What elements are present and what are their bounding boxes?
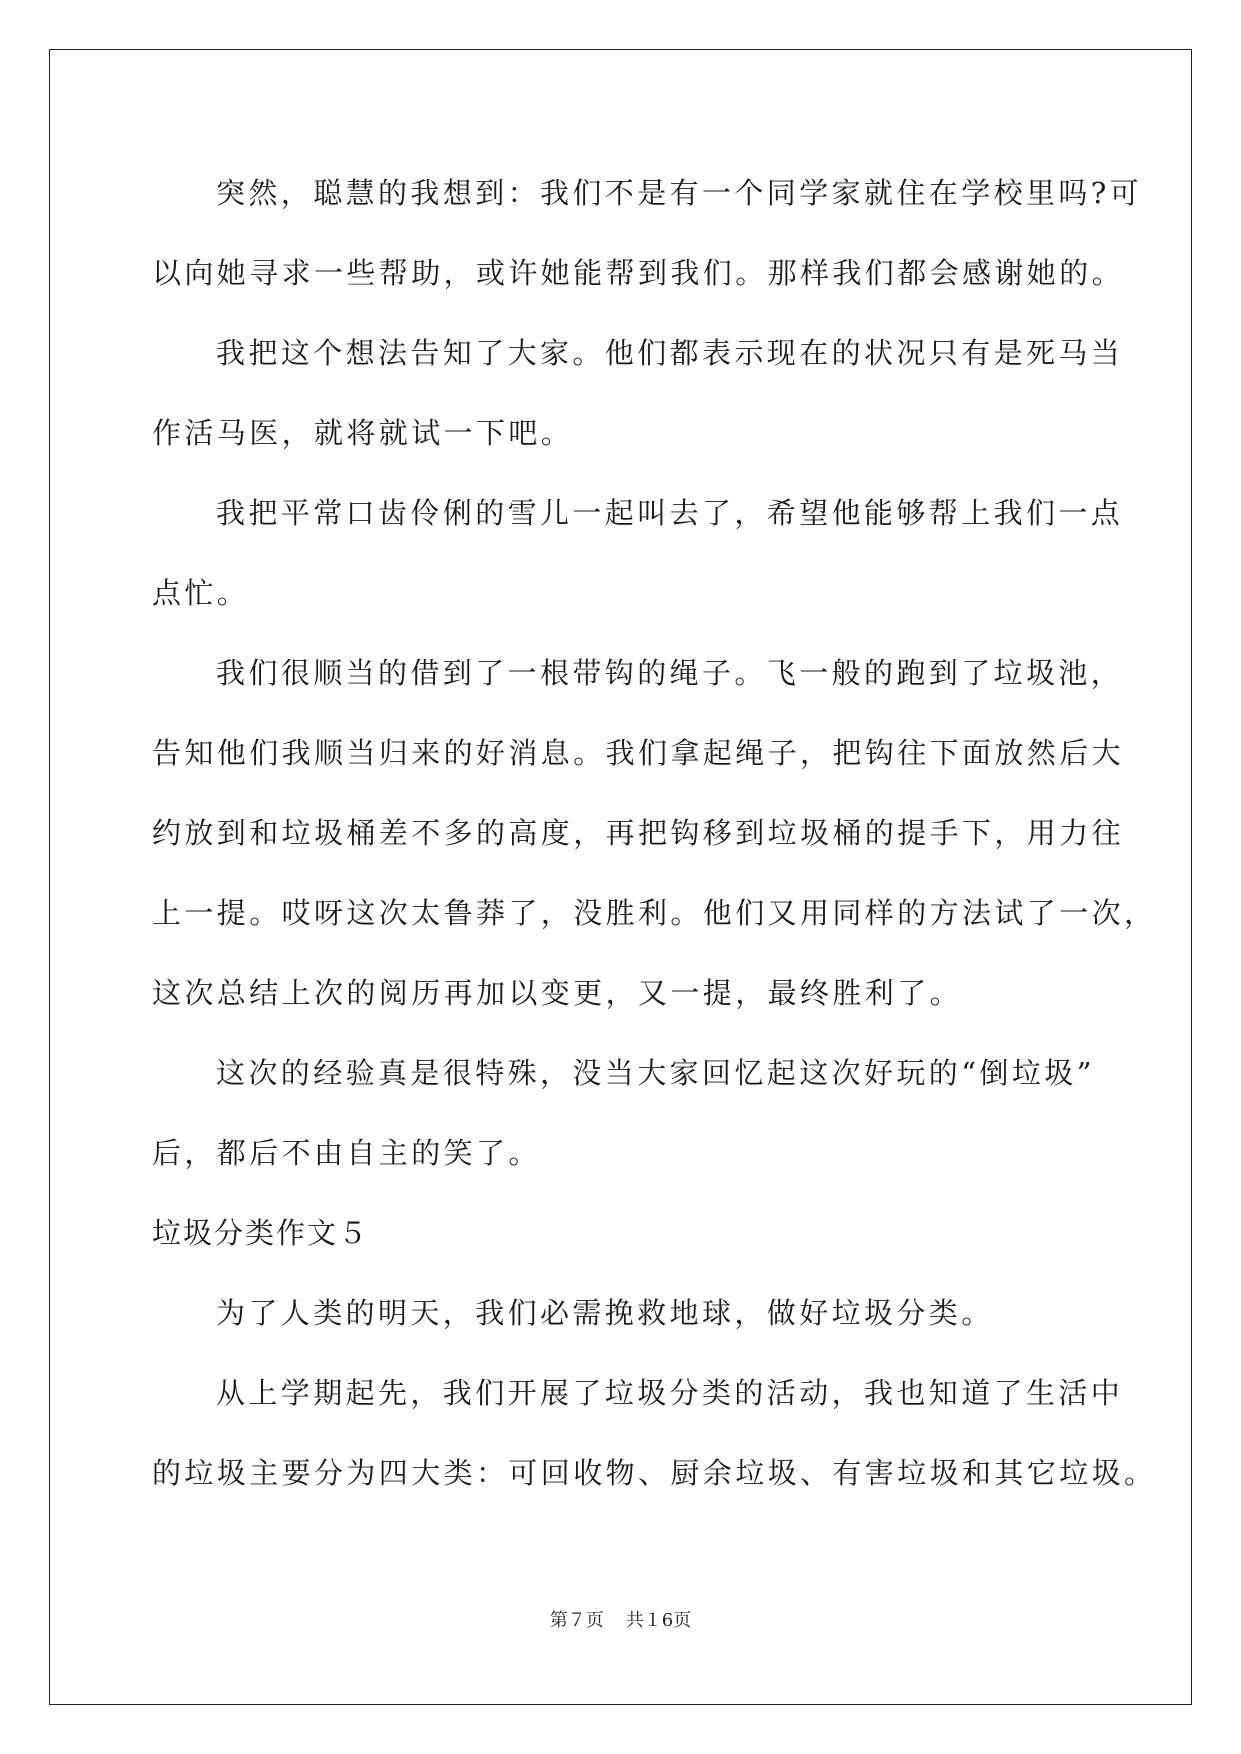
page-footer [0, 1606, 1241, 1632]
section-heading: 垃圾分类作文５ [152, 1216, 370, 1250]
paragraph-line: 作活马医，就将就试一下吧。 [152, 416, 574, 450]
paragraph-line: 点忙。 [152, 576, 250, 610]
paragraph-line: 上一提。哎呀这次太鲁莽了，没胜利。他们又用同样的方法试了一次， [152, 896, 1157, 930]
paragraph-line: 突然，聪慧的我想到：我们不是有一个同学家就住在学校里吗?可 [216, 176, 1143, 210]
paragraph-line: 后，都后不由自主的笑了。 [152, 1136, 541, 1170]
document-body [152, 163, 1157, 1523]
paragraph-line: 以向她寻求一些帮助，或许她能帮到我们。那样我们都会感谢她的。 [152, 256, 1125, 290]
paragraph-line: 约放到和垃圾桶差不多的高度，再把钩移到垃圾桶的提手下，用力往 [152, 816, 1125, 850]
paragraph-line: 的垃圾主要分为四大类：可回收物、厨余垃圾、有害垃圾和其它垃圾。 [152, 1456, 1157, 1490]
paragraph-line: 这次总结上次的阅历再加以变更，又一提，最终胜利了。 [152, 976, 963, 1010]
paragraph-line: 我把平常口齿伶俐的雪儿一起叫去了，希望他能够帮上我们一点 [216, 496, 1124, 530]
paragraph-line: 这次的经验真是很特殊，没当大家回忆起这次好玩的“倒垃圾” [216, 1056, 1095, 1090]
paragraph-line: 告知他们我顺当归来的好消息。我们拿起绳子，把钩往下面放然后大 [152, 736, 1125, 770]
paragraph-line: 我们很顺当的借到了一根带钩的绳子。飞一般的跑到了垃圾池， [216, 656, 1124, 690]
paragraph-line: 从上学期起先，我们开展了垃圾分类的活动，我也知道了生活中 [216, 1376, 1124, 1410]
page-number-total: 共１6页 [625, 1610, 692, 1631]
paragraph-line: 我把这个想法告知了大家。他们都表示现在的状况只有是死马当 [216, 336, 1124, 370]
paragraph-line: 为了人类的明天，我们必需挽救地球，做好垃圾分类。 [216, 1296, 994, 1330]
page-number-current: 第７页 [549, 1610, 604, 1631]
